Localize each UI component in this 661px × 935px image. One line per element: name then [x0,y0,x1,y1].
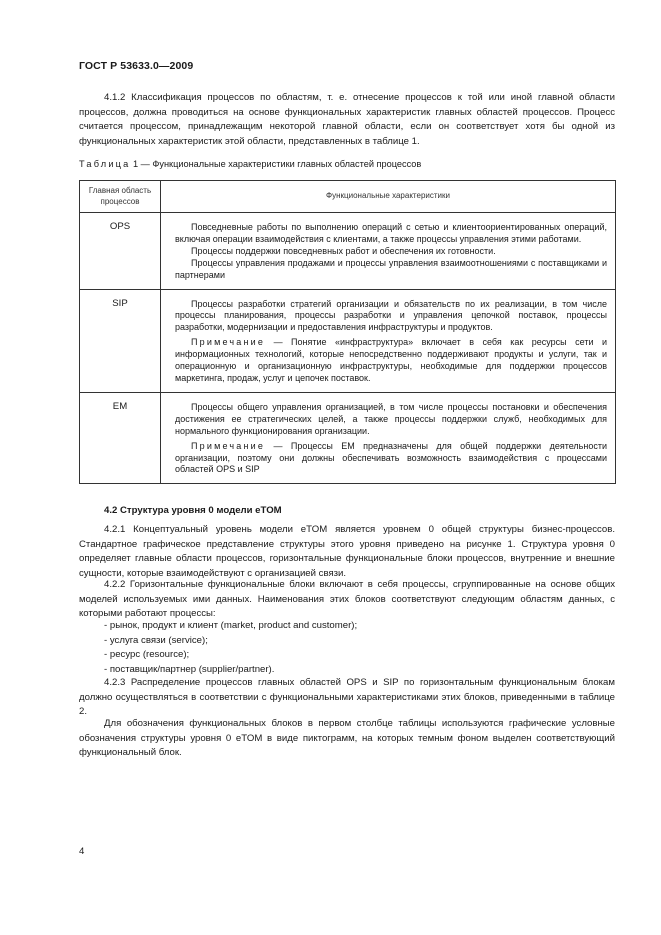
functional-characteristics-table [79,180,616,484]
table-caption-label: Таблица [79,159,131,169]
functions-cell [161,392,616,483]
column-header-area: Главная область процессов [80,181,161,213]
paragraph-4-2-2: 4.2.2 Горизонтальные функциональные блоки включают в себя процессы, сгруппированные на основе общих моделей используемых ими данных. Наименования этих блоков соответствуют следующим областям данных, с которыми работают процессы: [79,579,615,620]
table-caption [79,159,421,169]
table-row [80,392,616,483]
paragraph-4-2-1: 4.2.1 Концептуальный уровень модели eTOM является уровнем 0 общей структуры бизнес-процессов. Стандартное графическое представление структуры этого уровня приведено на рисунке 1. Структура уровня 0 определяет главные области процессов, горизонтальные функциональные блоки процессов, внутренние и внешние сущности, которые взаимодействуют с организацией связи. [79,524,615,579]
column-header-functions: Функциональные характеристики [161,181,616,213]
functions-paragraph: Процессы разработки стратегий организации и обязательств по их реализации, в том числе процессы планирования, процессы разработки и управления цепочкой поставок, процессы разработки, модернизации и предоставления инфраструктуры и продуктов. [175,298,607,333]
area-cell: OPS [80,213,161,290]
intro-paragraph: 4.1.2 Классификация процессов по областям, т. е. отнесение процессов к той или иной главной области процессов, должна проводиться на основе функциональных характеристик главных областей процессов. Процесс считается процессом, принадлежащим некоторой главной области, если он соответствует хотя бы одной из функциональных характеристик этой области, представленных в таблице 1. [79,92,615,147]
note-text: — Понятие «инфраструктура» включает в себя как ресурсы сети и информационных технологий, которые непосредственно поддерживают продукты и услуги, так и операционную и организационную инфраструктуры, необходимые для поддержки процессов маркетинга, продаж, услуг и цепочек поставок. [175,337,607,383]
table-row [80,213,616,290]
functions-cell [161,289,616,392]
note-paragraph [175,337,607,385]
note-label: Примечание [191,337,266,348]
functions-paragraph: Процессы общего управления организацией, в том числе процессы постановки и обеспечения достижения ее стратегических целей, а также процессы поддержки служб, необходимых для нормального функционирования организации. [175,401,607,436]
area-cell: SIP [80,289,161,392]
note-text: — Процессы ЕМ предназначены для общей поддержки деятельности организации, поэтому они должны обеспечивать возможность взаимодействия с процессами областей OPS и SIP [175,440,607,475]
list-item: - поставщик/партнер (supplier/partner). [104,663,275,675]
functions-cell [161,213,616,290]
table-row [80,289,616,392]
list-item: - рынок, продукт и клиент (market, product and customer); [104,620,358,631]
list-item: - услуга связи (service); [104,634,208,646]
table-header-row [80,181,616,213]
document-header: ГОСТ Р 53633.0—2009 [79,60,194,72]
list-item: - ресурс (resource); [104,649,190,661]
paragraph-pictograms: Для обозначения функциональных блоков в первом столбце таблицы используются графические условные обозначения структуры уровня 0 eTOM в виде пиктограмм, на которых темным фоном выделен соответствующий функциональный блок. [79,718,615,759]
note-paragraph [175,441,607,477]
page-number: 4 [79,846,85,857]
data-areas-list [79,619,615,677]
note-label: Примечание [191,440,266,451]
section-heading: 4.2 Структура уровня 0 модели eTOM [104,505,282,516]
functions-paragraph: Повседневные работы по выполнению операций с сетью и клиентоориентированных операций, включая операции взаимодействия с клиентами, а также процессы управления этими работами. [175,222,607,244]
table-caption-text: 1 — Функциональные характеристики главных областей процессов [133,159,422,169]
area-cell: EM [80,392,161,483]
functions-paragraph: Процессы поддержки повседневных работ и обеспечения их готовности. [191,245,496,256]
paragraph-4-2-3: 4.2.3 Распределение процессов главных областей OPS и SIP по горизонтальным функциональным блокам должно осуществляться в соответствии с функциональными характеристиками этих блоков, приведенными в таблице 2. [79,677,615,718]
functions-paragraph: Процессы управления продажами и процессы управления взаимоотношениями с поставщиками и партнерами [175,257,607,280]
